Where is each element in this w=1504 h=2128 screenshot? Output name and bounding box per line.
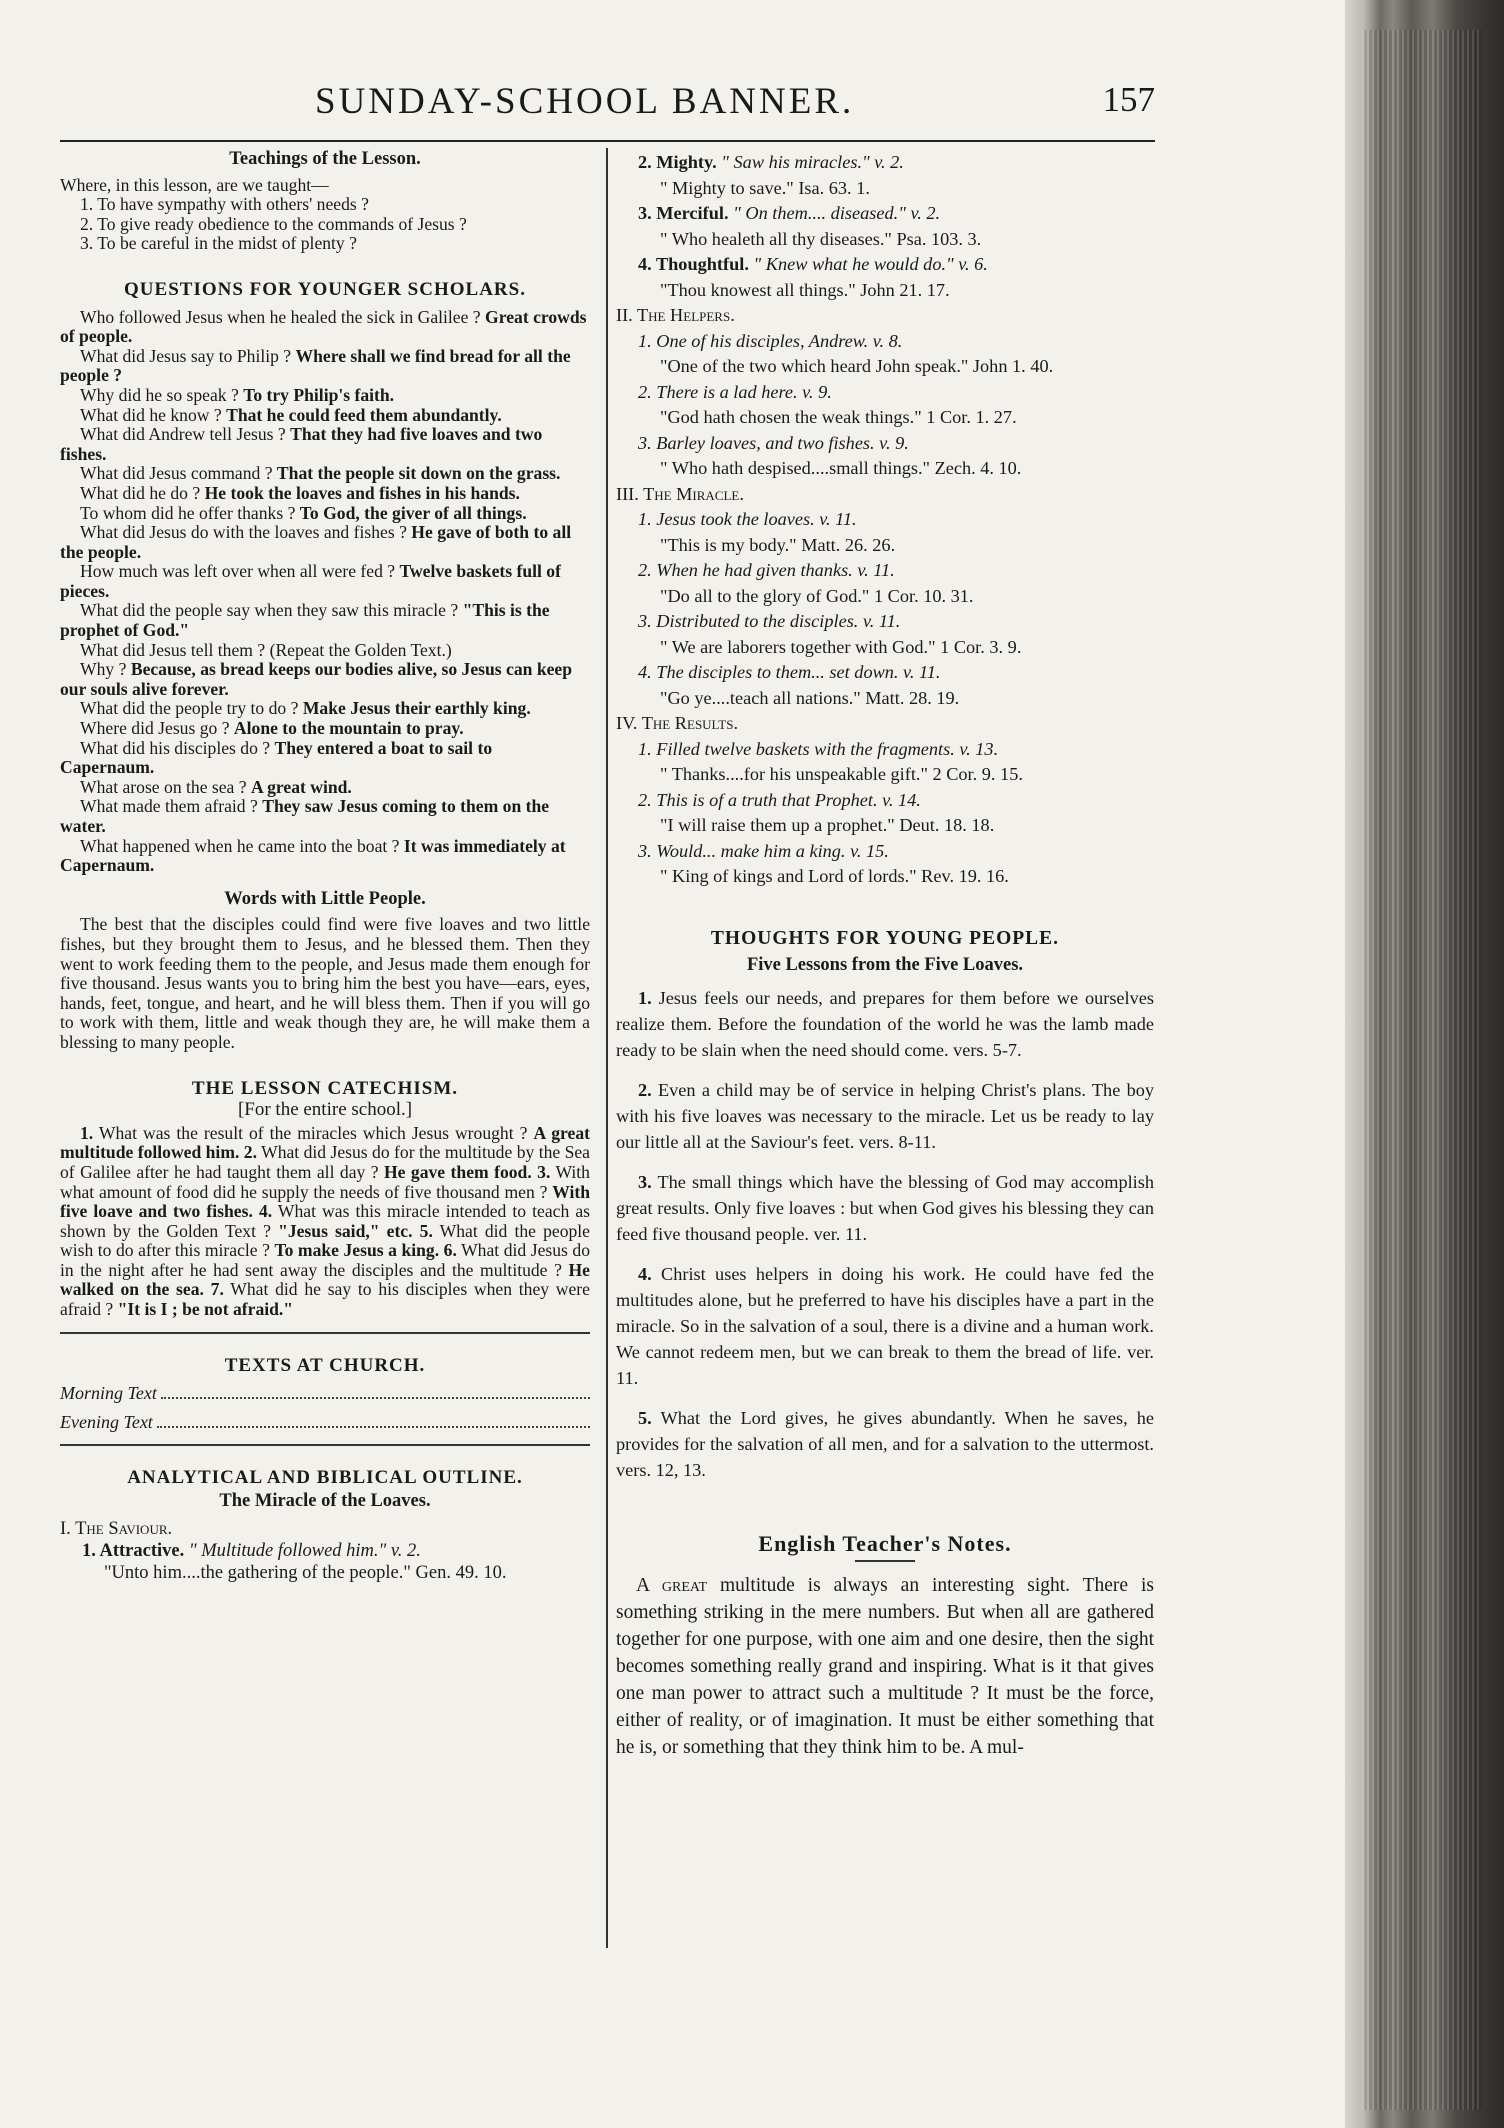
outline-item: 3. Merciful. " On them.... diseased." v. 2. bbox=[638, 203, 941, 223]
right-column bbox=[616, 150, 1154, 1761]
running-header bbox=[60, 80, 1155, 142]
outline-item: 1. Jesus took the loaves. v. 11. bbox=[638, 509, 857, 529]
thought-item: 5. What the Lord gives, he gives abundantly. When he saves, he provides for the salvation of all men, and for a salvation to the uttermost. vers. 12, 13. bbox=[616, 1407, 1154, 1480]
thoughts-subheading: Five Lessons from the Five Loaves. bbox=[746, 955, 1024, 975]
outline-ref: " Who hath despised....small things." Zech. 4. 10. bbox=[660, 458, 1022, 478]
question-item: What arose on the sea ? A great wind. bbox=[80, 776, 352, 797]
question-item: What did his disciples do ? They entered a boat to sail to Capernaum. bbox=[60, 737, 493, 778]
question-item: What did Jesus do with the loaves and fishes ? He gave of both to all the people. bbox=[60, 522, 572, 562]
outline-subheading: The Miracle of the Loaves. bbox=[219, 1491, 431, 1512]
question-item: What did Jesus say to Philip ? Where shall we find bread for all the people ? bbox=[60, 345, 571, 386]
question-item: What did he do ? He took the loaves and fishes in his hands. bbox=[80, 482, 520, 503]
outline-section-title: III. The Miracle. bbox=[616, 483, 744, 504]
question-item: What did the people try to do ? Make Jesus their earthly king. bbox=[80, 698, 531, 719]
outline-ref: "Thou knowest all things." John 21. 17. bbox=[660, 279, 950, 300]
question-item: What made them afraid ? They saw Jesus coming to them on the water. bbox=[60, 796, 550, 836]
question-item: What did he know ? That he could feed them abundantly. bbox=[80, 404, 502, 425]
outline-ref: " Mighty to save." Isa. 63. 1. bbox=[660, 177, 870, 198]
morning-text-label: Morning Text bbox=[60, 1383, 157, 1404]
question-item: To whom did he offer thanks ? To God, the giver of all things. bbox=[80, 502, 527, 523]
thought-item: 2. Even a child may be of service in helping Christ's plans. The boy with his five loaves was necessary to the miracle. Let us be ready to lay our little all at the Saviour's feet. vers. 8-11. bbox=[616, 1079, 1155, 1152]
outline-item: 2. This is of a truth that Prophet. v. 14. bbox=[638, 789, 921, 810]
outline-ref: " Thanks....for his unspeakable gift." 2 Cor. 9. 15. bbox=[660, 764, 1023, 784]
english-notes-body: A great multitude is always an interesting sight. There is something striking in the mere numbers. But when all are gathered together for one purpose, with one aim and one desire, then the sight becomes something really grand and inspiring. What is it that gives one man power to attract such a multitude ? It must be the force, either of reality, or of imagination. It must be either something that he is, or something that they think him to be. A mul- bbox=[616, 1575, 1154, 1758]
outline-item: 3. Barley loaves, and two fishes. v. 9. bbox=[638, 432, 909, 453]
questions-list bbox=[60, 308, 590, 876]
teaching-item: 1. To have sympathy with others' needs ? bbox=[80, 194, 369, 215]
outline-item: 4. The disciples to them... set down. v. 11. bbox=[638, 662, 941, 682]
outline-ref: " We are laborers together with God." 1 Cor. 3. 9. bbox=[660, 636, 1022, 657]
catechism-sub: [For the entire school.] bbox=[237, 1099, 413, 1121]
question-item: What did Andrew tell Jesus ? That they had five loaves and two fishes. bbox=[60, 424, 543, 464]
morning-text-line bbox=[60, 1383, 590, 1404]
question-item: Who followed Jesus when he healed the sick in Galilee ? Great crowds of people. bbox=[60, 306, 587, 347]
evening-text-label: Evening Text bbox=[60, 1411, 153, 1432]
outline-ref: "This is my body." Matt. 26. 26. bbox=[660, 534, 896, 555]
little-people-heading: Words with Little People. bbox=[224, 888, 426, 909]
question-item: What did Jesus command ? That the people sit down on the grass. bbox=[80, 463, 561, 484]
question-item: Why did he so speak ? To try Philip's faith. bbox=[80, 384, 395, 405]
page-edge-texture bbox=[1362, 30, 1482, 2110]
outline-item: 3. Would... make him a king. v. 15. bbox=[638, 840, 889, 861]
outline-item: 1. One of his disciples, Andrew. v. 8. bbox=[638, 330, 903, 351]
outline-ref: " Who healeth all thy diseases." Psa. 103. 3. bbox=[660, 228, 982, 249]
outline-item: 2. When he had given thanks. v. 11. bbox=[638, 560, 895, 580]
question-item: Where did Jesus go ? Alone to the mountain to pray. bbox=[80, 718, 464, 739]
teachings-intro: Where, in this lesson, are we taught— bbox=[60, 174, 329, 195]
outline-item: 4. Thoughtful. " Knew what he would do." v. 6. bbox=[638, 254, 988, 274]
question-item: What did Jesus tell them ? (Repeat the Golden Text.) bbox=[80, 639, 452, 660]
question-item: How much was left over when all were fed ? Twelve baskets full of pieces. bbox=[60, 561, 561, 601]
outline-ref: "Go ye....teach all nations." Matt. 28. 19. bbox=[660, 687, 960, 708]
outline-heading: ANALYTICAL AND BIBLICAL OUTLINE. bbox=[127, 1467, 523, 1489]
column-divider bbox=[606, 148, 608, 1948]
question-item: What happened when he came into the boat ? It was immediately at Capernaum. bbox=[60, 835, 566, 876]
section-rule bbox=[60, 1444, 590, 1446]
outline-item: 2. There is a lad here. v. 9. bbox=[638, 381, 832, 402]
outline-ref: " King of kings and Lord of lords." Rev. 19. 16. bbox=[660, 866, 1009, 886]
outline-ref: "God hath chosen the weak things." 1 Cor. 1. 27. bbox=[660, 407, 1017, 427]
outline-ref: "Do all to the glory of God." 1 Cor. 10. 31. bbox=[660, 585, 974, 606]
english-notes-heading: English Teacher's Notes. bbox=[758, 1530, 1012, 1556]
evening-text-line bbox=[60, 1412, 590, 1433]
question-item: Why ? Because, as bread keeps our bodies alive, so Jesus can keep our souls alive forever. bbox=[60, 659, 573, 699]
teaching-item: 2. To give ready obedience to the commands of Jesus ? bbox=[80, 213, 467, 234]
questions-heading: QUESTIONS FOR YOUNGER SCHOLARS. bbox=[124, 278, 526, 300]
outline-section-title: II. The Helpers. bbox=[616, 305, 735, 325]
thoughts-list bbox=[616, 985, 1154, 1483]
little-people-body: The best that the disciples could find were five loaves and two little fishes, but they brought them to Jesus, and he blessed them. Then they went to work feeding them to the people, and Jesus made them enough for five thousand. Jesus wants you to bring him the best you have—ears, eyes, hands, feet, tongue, and heart, and he will bless them. Then if you will go to work with them, little and weak though they are, he will make them a blessing to many people. bbox=[60, 914, 590, 1052]
journal-title: SUNDAY-SCHOOL BANNER. bbox=[315, 81, 855, 122]
outline-section-title: I. The Saviour. bbox=[60, 1518, 173, 1539]
page-number: 157 bbox=[1102, 80, 1155, 119]
texts-at-church-heading: TEXTS AT CHURCH. bbox=[224, 1354, 426, 1376]
outline-item: 1. Attractive. " Multitude followed him." v. 2. bbox=[82, 1540, 421, 1561]
teaching-item: 3. To be careful in the midst of plenty ? bbox=[80, 233, 357, 254]
thought-item: 4. Christ uses helpers in doing his work. He could have fed the multitudes alone, but he preferred to have his disciples have a part in the miracle. So in the salvation of a soul, there is a divine and a human work. We cannot redeem men, but we can break to them the bread of life. ver. 11. bbox=[616, 1263, 1154, 1388]
outline-section-title: IV. The Results. bbox=[616, 713, 739, 733]
thought-item: 1. Jesus feels our needs, and prepares for them before we ourselves realize them. Before the foundation of the world he was the lamb made ready to be slain when the need should come. vers. 5-7. bbox=[616, 987, 1154, 1060]
outline-ref: "Unto him....the gathering of the people." Gen. 49. 10. bbox=[104, 1562, 507, 1583]
catechism-heading: THE LESSON CATECHISM. bbox=[191, 1077, 459, 1099]
catechism-body: 1. What was the result of the miracles which Jesus wrought ? A great multitude followed him. 2. What did Jesus do for the multitude by the Sea of Galilee after he had taught them all day ? He gave them food. 3. With what amount of food did he supply the needs of five thousand men ? With five loave and two fishes. 4. What was this miracle intended to teach as shown by the Golden Text ? "Jesus said," etc. 5. What did the people wish to do after this miracle ? To make Jesus a king. 6. What did Jesus do in the night after he had sent away the disciples and the multitude ? He walked on the sea. 7. What did he say to his disciples when they were afraid ? "It is I ; be not afraid." bbox=[60, 1122, 590, 1320]
thought-item: 3. The small things which have the blessing of God may accomplish great results. Only five loaves : but when God gives his blessing they can feed five thousand people. ver. 11. bbox=[616, 1171, 1154, 1244]
outline-item: 3. Distributed to the disciples. v. 11. bbox=[638, 611, 901, 631]
teachings-heading: Teachings of the Lesson. bbox=[229, 149, 421, 169]
outline-item: 2. Mighty. " Saw his miracles." v. 2. bbox=[638, 152, 904, 172]
outline-ref: "One of the two which heard John speak." John 1. 40. bbox=[660, 356, 1054, 376]
thoughts-heading: THOUGHTS FOR YOUNG PEOPLE. bbox=[710, 927, 1060, 949]
heading-rule bbox=[855, 1560, 915, 1562]
section-rule bbox=[60, 1332, 590, 1334]
outline-ref: "I will raise them up a prophet." Deut. 18. 18. bbox=[660, 815, 995, 835]
question-item: What did the people say when they saw this miracle ? "This is the prophet of God." bbox=[60, 600, 550, 641]
left-column bbox=[60, 150, 590, 1584]
outline-item: 1. Filled twelve baskets with the fragments. v. 13. bbox=[638, 738, 999, 759]
